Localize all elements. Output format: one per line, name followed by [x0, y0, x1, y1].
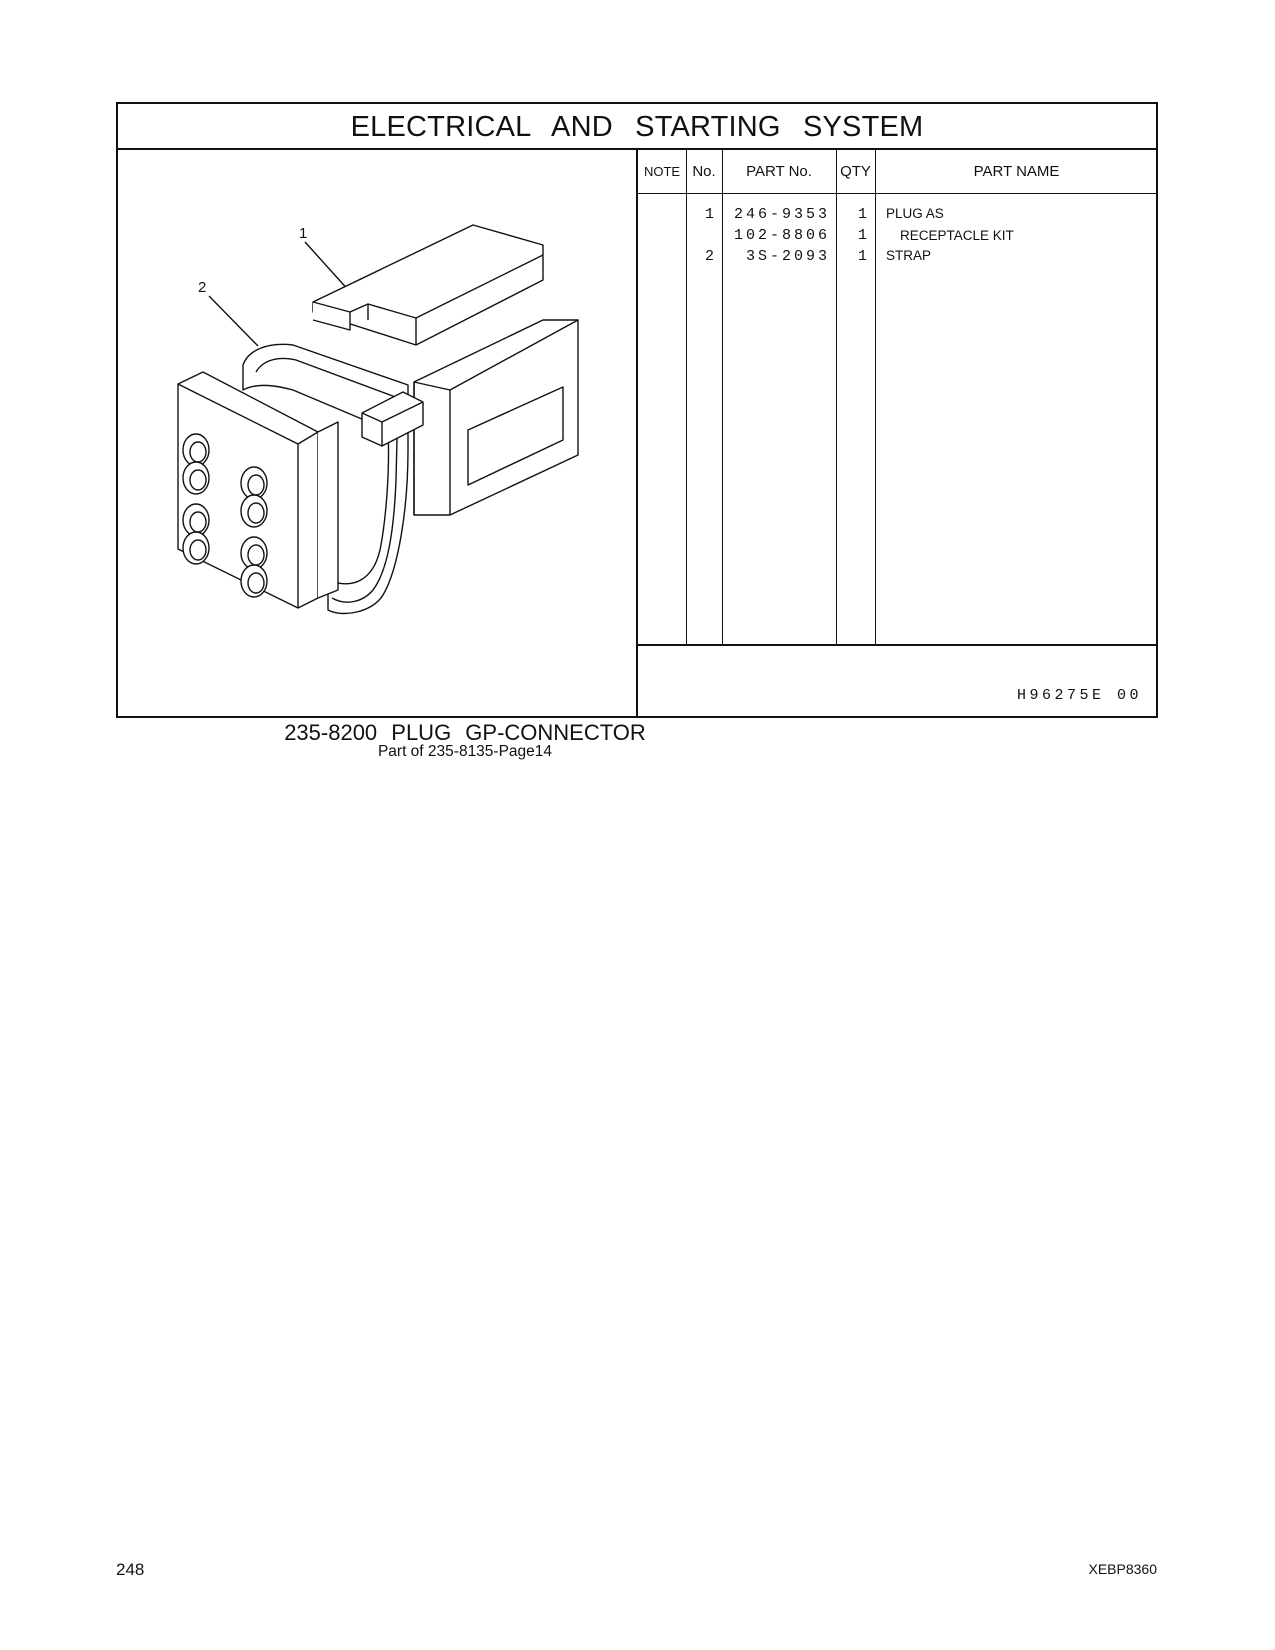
row-3-qty: 1 [857, 248, 867, 265]
exploded-view-drawing [118, 150, 638, 716]
col-header-no: No. [692, 163, 716, 180]
row-2-qty: 1 [857, 227, 867, 244]
page-number: 248 [116, 1560, 145, 1579]
row-3-no: 2 [704, 248, 714, 265]
callout-2-leader [209, 296, 258, 346]
parts-list-table [638, 150, 1156, 716]
illustration-code: H96275E 00 [1016, 687, 1142, 704]
group-caption: 235-8200 PLUG GP-CONNECTOR [284, 720, 646, 745]
document-id: XEBP8360 [1088, 1561, 1157, 1577]
callout-2-label: 2 [198, 279, 207, 296]
callout-1-label: 1 [299, 225, 308, 242]
parts-frame [116, 102, 1158, 718]
row-2-part-no: 102-8806 [733, 227, 830, 244]
section-title-bar [118, 104, 1156, 150]
col-header-part-no: PART No. [746, 163, 812, 180]
callout-1-leader [305, 242, 351, 293]
row-3-part-name: STRAP [886, 248, 932, 263]
col-header-qty: QTY [840, 163, 871, 180]
connector-illustration [118, 150, 636, 718]
row-3-part-no: 3S-2093 [745, 248, 830, 265]
col-header-note: NOTE [643, 164, 681, 179]
row-1-qty: 1 [857, 206, 867, 223]
row-1-part-name: PLUG AS [886, 206, 944, 221]
group-reference: Part of 235-8135-Page14 [377, 743, 553, 760]
col-header-part-name: PART NAME [973, 163, 1060, 180]
row-1-no: 1 [704, 206, 714, 223]
section-title: ELECTRICAL AND STARTING SYSTEM [350, 110, 924, 143]
row-2-part-name: RECEPTACLE KIT [900, 228, 1014, 243]
row-1-part-no: 246-9353 [733, 206, 830, 223]
